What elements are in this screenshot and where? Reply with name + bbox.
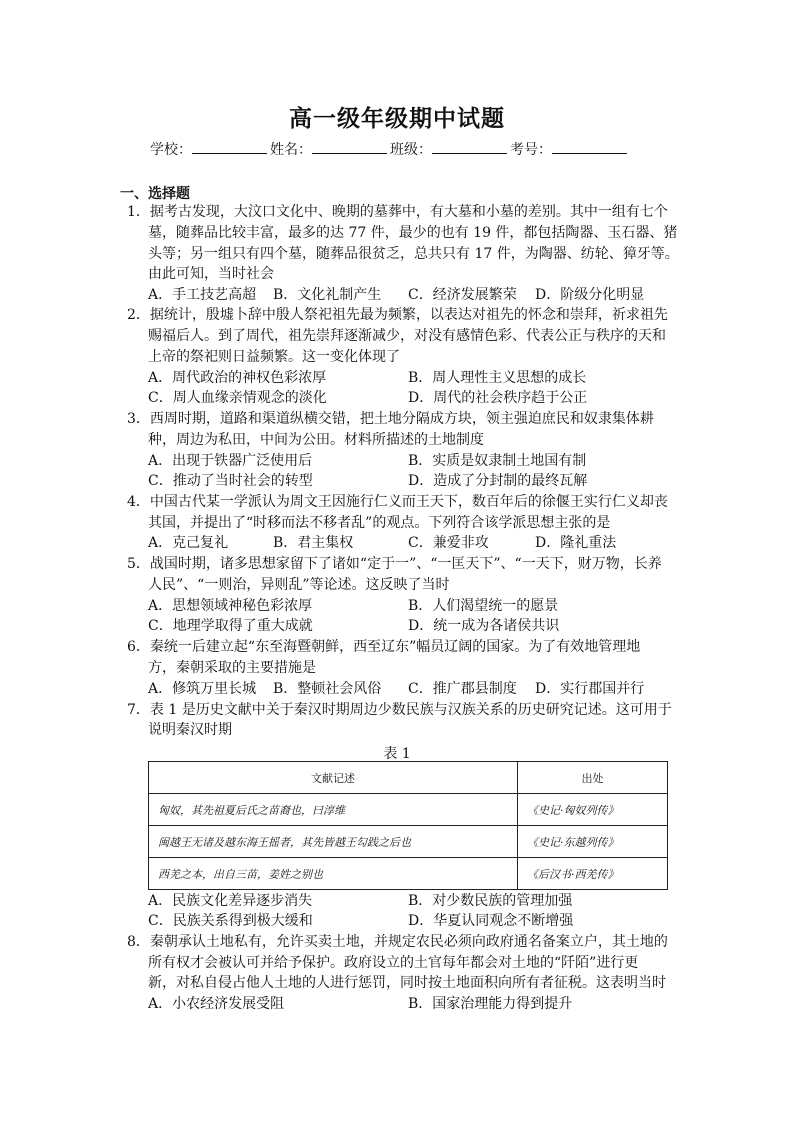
question-8-line-2: 所有权才会被认可并给予保护。政府设立的土官每年都会对土地的“阡陌”进行更 — [148, 955, 639, 971]
question-7-option-c[interactable]: C．民族关系得到极大缓和 — [148, 913, 313, 929]
question-2-option-a[interactable]: A．周代政治的神权色彩浓厚 — [148, 370, 327, 386]
class-blank — [432, 139, 507, 154]
question-2-option-b[interactable]: B．周人理性主义思想的成长 — [408, 370, 587, 386]
table-caption: 表 1 — [383, 746, 411, 762]
question-6-line-1: 6．秦统一后建立起“东至海暨朝鲜，西至辽东”幅员辽阔的国家。为了有效地管理地 — [127, 639, 641, 655]
question-3-option-b[interactable]: B．实质是奴隶制土地国有制 — [408, 453, 587, 469]
question-1-line-2: 墓，随葬品比较丰富，最多的达 77 件，最少的也有 19 件，都包括陶器、玉石器、猪 — [148, 225, 678, 241]
school-label: 学校： — [150, 142, 192, 158]
question-8-line-1: 8．秦朝承认土地私有，允许买卖土地，并规定农民必须向政府通名备案立户，其土地的 — [127, 934, 668, 950]
table-row — [149, 826, 668, 858]
question-3-option-a[interactable]: A．出现于铁器广泛使用后 — [148, 453, 313, 469]
name-label: 姓名： — [270, 142, 312, 158]
question-5-line-1: 5．战国时期，诸多思想家留下了诸如“定于一”、“一匡天下”、“一天下，财万物，长养 — [127, 556, 662, 572]
question-5-option-b[interactable]: B．人们渴望统一的愿景 — [408, 598, 559, 614]
question-5-option-d[interactable]: D．统一成为各诸侯共识 — [408, 618, 560, 634]
question-1-option-a[interactable]: A．手工技艺高超 — [148, 287, 257, 303]
question-8-option-a[interactable]: A．小农经济发展受阻 — [148, 996, 285, 1012]
question-3-line-1: 3．西周时期，道路和渠道纵横交错，把土地分隔成方块，领主强迫庶民和奴隶集体耕 — [127, 411, 654, 427]
question-1-line-4: 由此可知，当时社会 — [148, 266, 274, 282]
question-4-option-b[interactable]: B．君主集权 — [273, 535, 354, 551]
table-cell-source: 《史记·匈奴列传》 — [518, 794, 668, 826]
question-8-option-b[interactable]: B．国家治理能力得到提升 — [408, 996, 573, 1012]
question-1-option-b[interactable]: B．文化礼制产生 — [273, 287, 382, 303]
table-cell-source: 《后汉书·西羌传》 — [518, 858, 668, 890]
question-5-line-2: 人民”、“一则治，异则乱”等论述。这反映了当时 — [148, 577, 450, 593]
table-row — [149, 794, 668, 826]
student-info-row — [150, 139, 630, 159]
question-2-option-c[interactable]: C．周人血缘亲情观念的淡化 — [148, 390, 327, 406]
question-7-option-b[interactable]: B．对少数民族的管理加强 — [408, 893, 573, 909]
question-6-option-c[interactable]: C．推广郡县制度 — [408, 681, 517, 697]
question-4-line-1: 4．中国古代某一学派认为周文王因施行仁义而王天下，数百年后的徐偃王实行仁义却丧 — [127, 494, 668, 510]
table-header-source: 出处 — [518, 762, 668, 794]
question-4-option-c[interactable]: C．兼爱非攻 — [408, 535, 489, 551]
question-4-line-2: 其国，并提出了“时移而法不移者乱”的观点。下列符合该学派思想主张的是 — [148, 515, 611, 531]
question-1-line-3: 头等；另一组只有四个墓，随葬品很贫乏，总共只有 17 件，为陶器、纺轮、獐牙等。 — [148, 246, 679, 262]
table-header-row — [149, 762, 668, 794]
question-4-option-d[interactable]: D．隆礼重法 — [535, 535, 617, 551]
question-6-option-b[interactable]: B．整顿社会风俗 — [273, 681, 382, 697]
class-label: 班级： — [390, 142, 432, 158]
question-7-option-a[interactable]: A．民族文化差异逐步消失 — [148, 893, 313, 909]
question-2-line-1: 2．据统计，殷墟卜辞中殷人祭祀祖先最为频繁，以表达对祖先的怀念和崇拜，祈求祖先 — [127, 307, 668, 323]
question-3-line-2: 种，周边为私田，中间为公田。材料所描述的土地制度 — [148, 432, 484, 448]
question-2-line-2: 赐福后人。到了周代，祖先崇拜逐渐减少，对没有感情色彩、代表公正与秩序的天和 — [148, 328, 666, 344]
question-6-option-a[interactable]: A．修筑万里长城 — [148, 681, 257, 697]
name-blank — [312, 139, 387, 154]
question-1-option-c[interactable]: C．经济发展繁荣 — [408, 287, 517, 303]
question-8-line-3: 新，对私自侵占他人土地的人进行惩罚，同时按土地面积向所有者征税。这表明当时 — [148, 975, 666, 991]
table-cell-record: 匈奴，其先祖夏后氏之苗裔也，曰淳维 — [149, 794, 518, 826]
table-cell-source: 《史记·东越列传》 — [518, 826, 668, 858]
source-table — [148, 761, 668, 890]
question-1-line-1: 1．据考古发现，大汶口文化中、晚期的墓葬中，有大墓和小墓的差别。其中一组有七个 — [127, 204, 668, 220]
question-5-option-a[interactable]: A．思想领域神秘色彩浓厚 — [148, 598, 313, 614]
section-heading: 一、选择题 — [120, 186, 190, 202]
question-7-line-2: 说明秦汉时期 — [148, 722, 232, 738]
school-blank — [192, 139, 267, 154]
table-header-records: 文献记述 — [149, 762, 518, 794]
question-4-option-a[interactable]: A．克己复礼 — [148, 535, 229, 551]
question-1-option-d[interactable]: D．阶级分化明显 — [535, 287, 645, 303]
table-cell-record: 闽越王无诸及越东海王摇者，其先皆越王勾践之后也 — [149, 826, 518, 858]
page-title: 高一级年级期中试题 — [289, 105, 505, 132]
question-2-option-d[interactable]: D．周代的社会秩序趋于公正 — [408, 390, 588, 406]
question-6-line-2: 方，秦朝采取的主要措施是 — [148, 660, 316, 676]
question-3-option-d[interactable]: D．造成了分封制的最终瓦解 — [408, 473, 588, 489]
question-6-option-d[interactable]: D．实行郡国并行 — [535, 681, 645, 697]
table-cell-record: 西羌之本，出自三苗，姜姓之别也 — [149, 858, 518, 890]
question-3-option-c[interactable]: C．推动了当时社会的转型 — [148, 473, 313, 489]
question-5-option-c[interactable]: C．地理学取得了重大成就 — [148, 618, 313, 634]
exam-no-blank — [552, 139, 627, 154]
question-7-line-1: 7．表 1 是历史文献中关于秦汉时期周边少数民族与汉族关系的历史研究记述。这可用于 — [127, 702, 672, 718]
question-2-line-3: 上帝的祭祀则日益频繁。这一变化体现了 — [148, 349, 400, 365]
question-7-option-d[interactable]: D．华夏认同观念不断增强 — [408, 913, 574, 929]
table-row — [149, 858, 668, 890]
exam-no-label: 考号： — [510, 142, 552, 158]
